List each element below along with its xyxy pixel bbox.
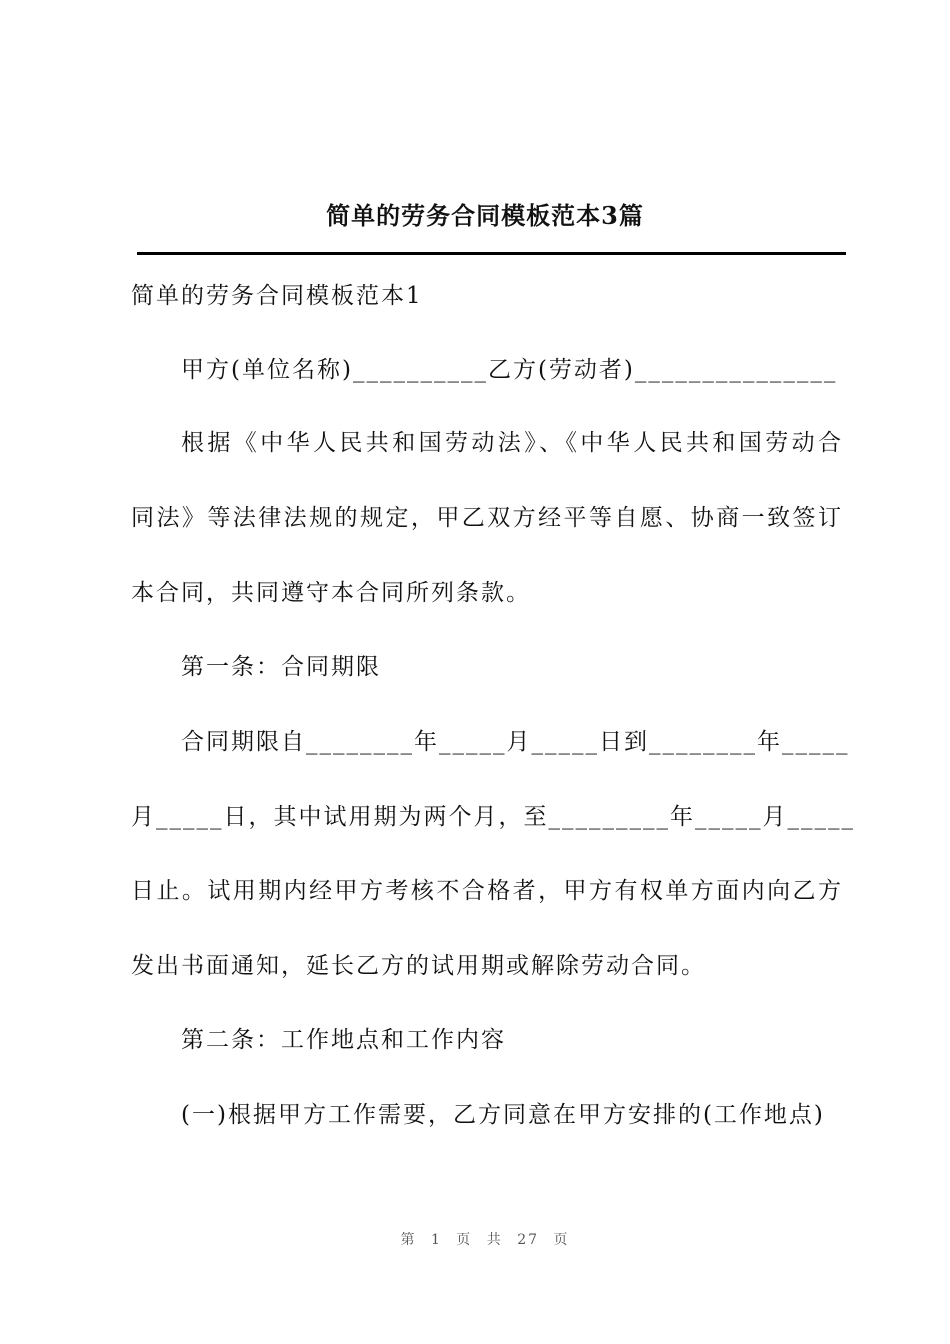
page-footer: 第 1 页 共 27 页 bbox=[400, 1232, 570, 1248]
title-rule bbox=[137, 252, 846, 255]
paragraph-line: 月_____日，其中试用期为两个月，至_________年_____月_____ bbox=[131, 804, 855, 830]
paragraph-line: 本合同，共同遵守本合同所列条款。 bbox=[131, 580, 531, 606]
paragraph-line: 发出书面通知，延长乙方的试用期或解除劳动合同。 bbox=[131, 953, 706, 979]
article-heading: 第二条：工作地点和工作内容 bbox=[181, 1027, 506, 1053]
section-heading: 简单的劳务合同模板范本1 bbox=[131, 283, 423, 309]
paragraph-line: 同法》等法律法规的规定，甲乙双方经平等自愿、协商一致签订 bbox=[131, 505, 843, 531]
party-line: 甲方(单位名称)__________乙方(劳动者)_______________ bbox=[181, 357, 838, 383]
paragraph-line: 根据《中华人民共和国劳动法》、《中华人民共和国劳动合 bbox=[181, 430, 843, 456]
article-heading: 第一条：合同期限 bbox=[181, 654, 381, 680]
paragraph-line: 合同期限自________年_____月_____日到________年_____ bbox=[181, 729, 850, 755]
paragraph-line: 日止。试用期内经甲方考核不合格者，甲方有权单方面内向乙方 bbox=[131, 878, 843, 904]
paragraph-line: (一)根据甲方工作需要，乙方同意在甲方安排的(工作地点) bbox=[181, 1102, 825, 1128]
document-title: 简单的劳务合同模板范本3篇 bbox=[326, 201, 644, 230]
